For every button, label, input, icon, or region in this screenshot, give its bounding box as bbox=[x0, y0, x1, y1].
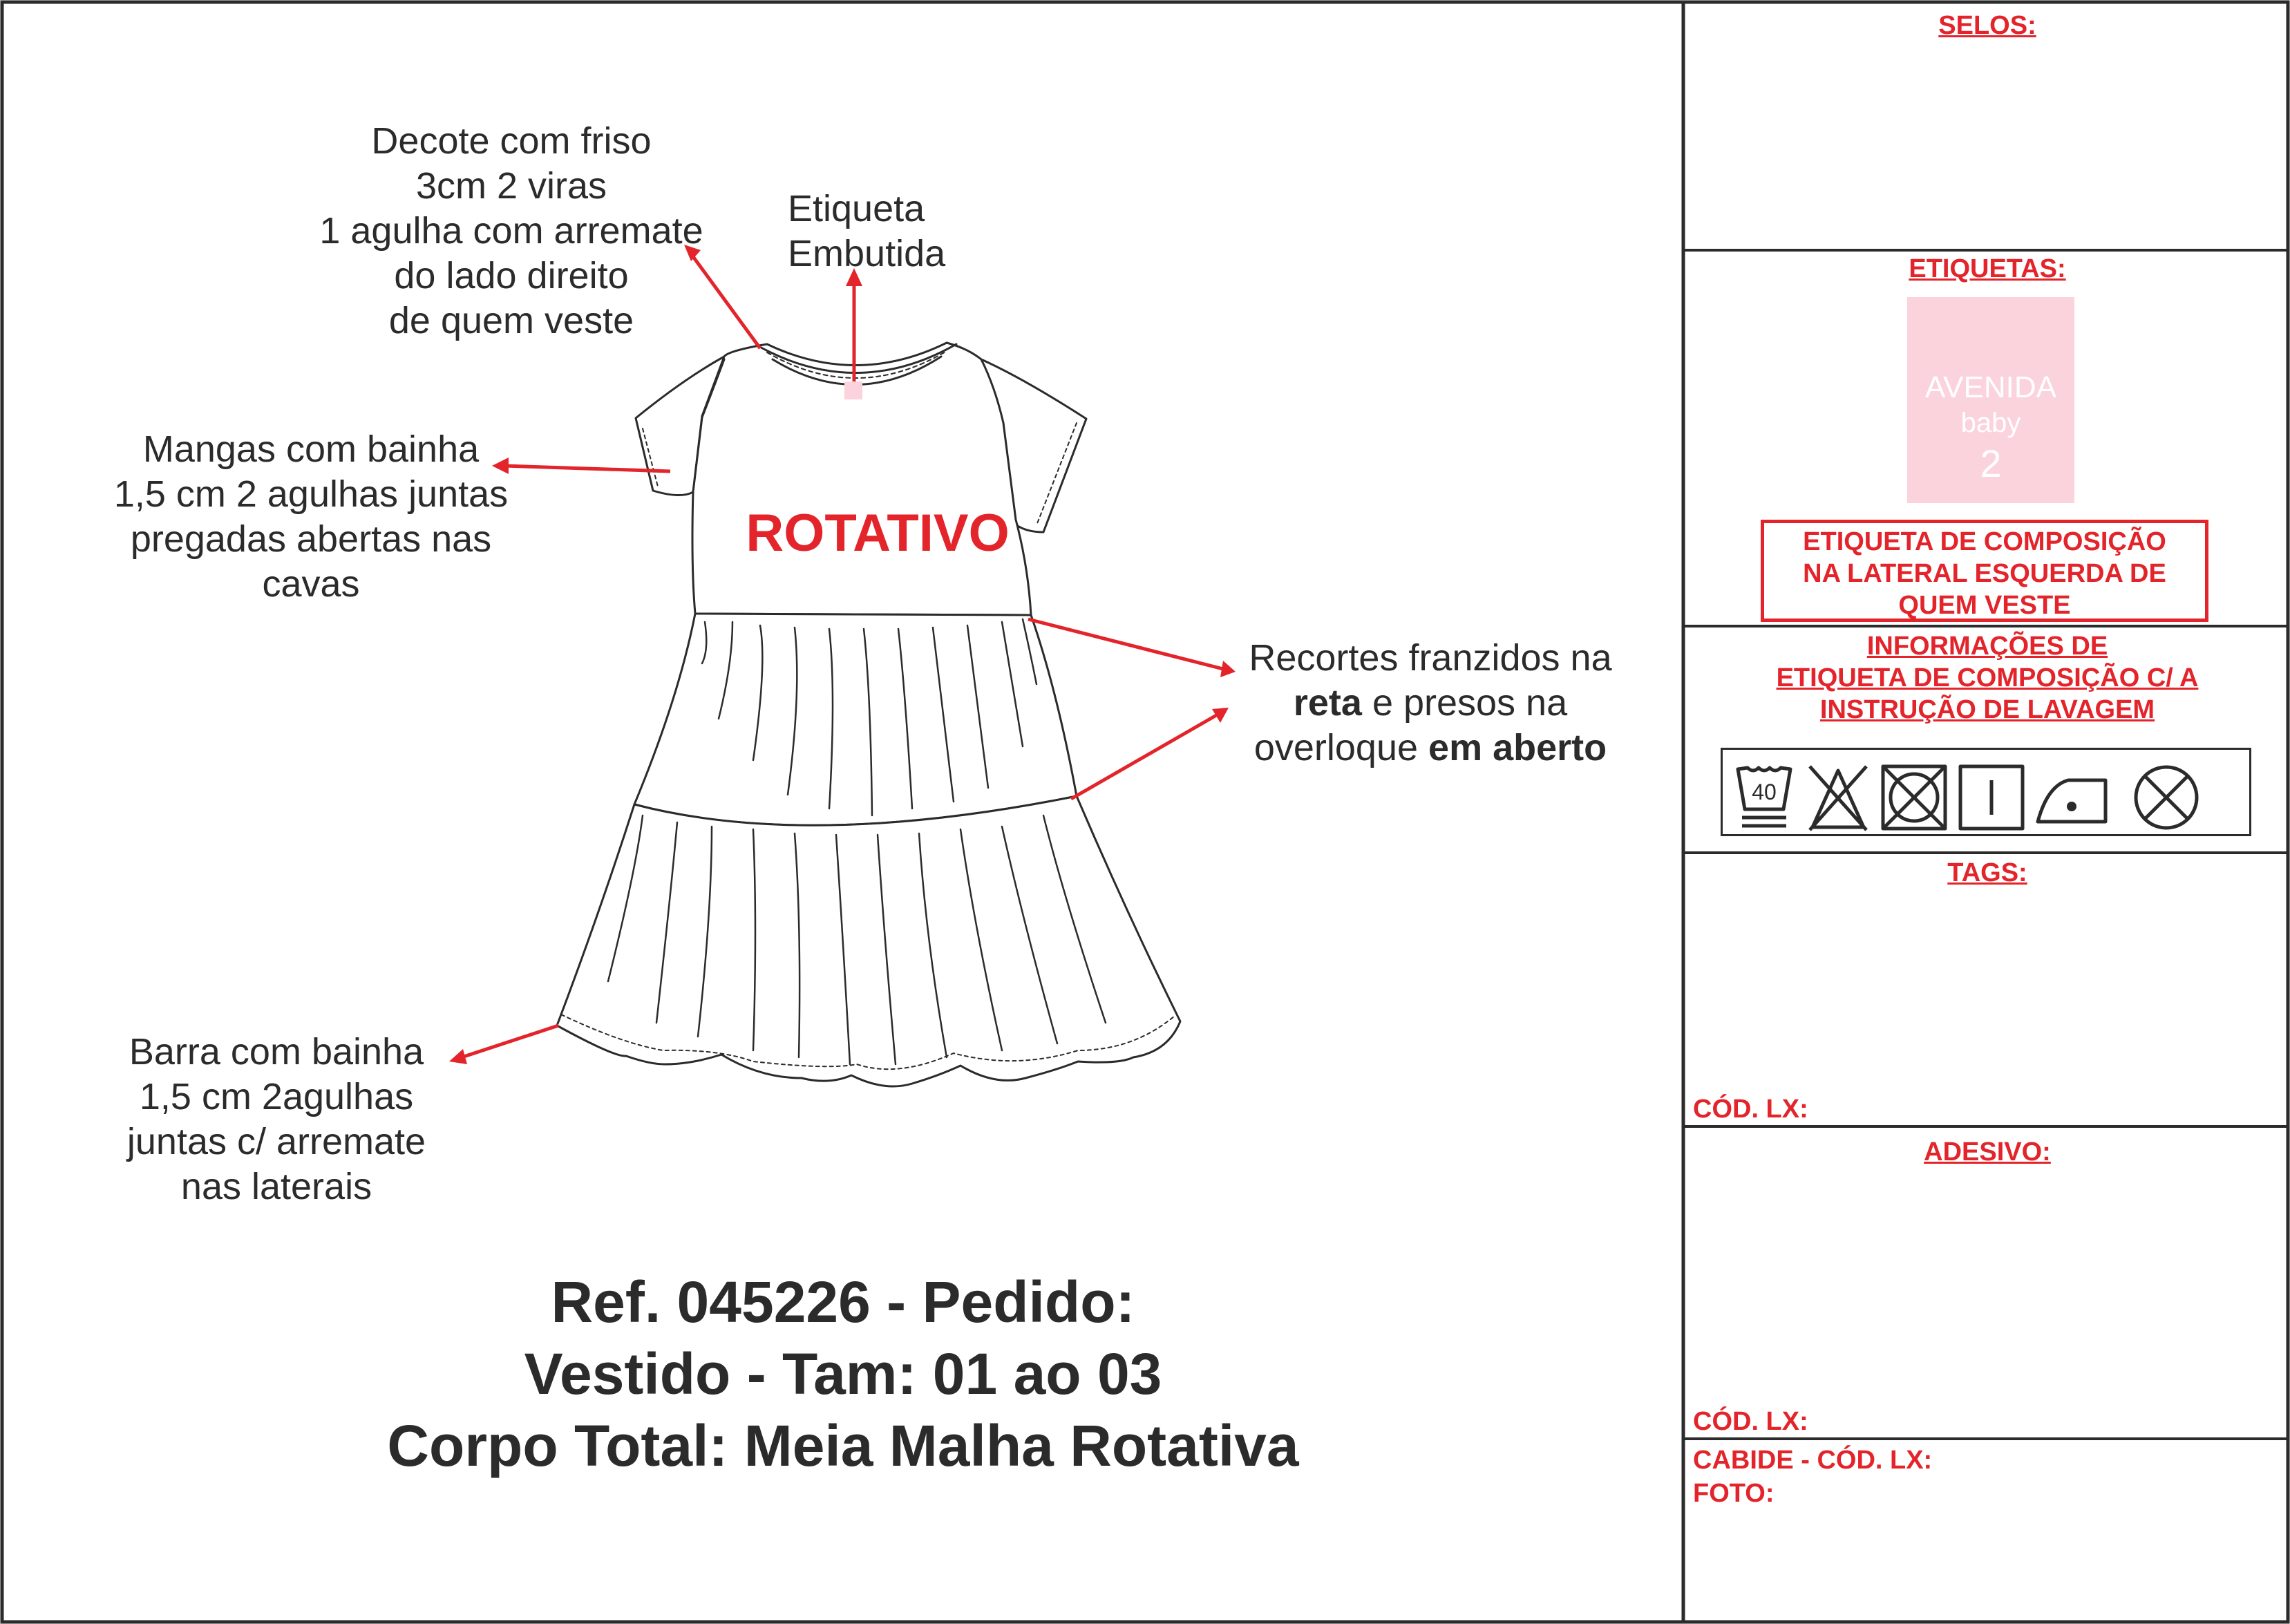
info-line: ETIQUETA DE COMPOSIÇÃO C/ A bbox=[1776, 663, 2199, 692]
no-tumble-dry-icon bbox=[1883, 766, 1945, 829]
info-line: INFORMAÇÕES DE bbox=[1866, 632, 2108, 661]
composition-label-box bbox=[1761, 520, 2208, 622]
brand-label-sub: baby bbox=[1960, 408, 2021, 438]
reference-line-2: Vestido - Tam: 01 ao 03 bbox=[524, 1341, 1162, 1406]
composition-line: ETIQUETA DE COMPOSIÇÃO bbox=[1803, 527, 2166, 556]
hem-note bbox=[97, 1030, 456, 1209]
iron-low-icon bbox=[2038, 780, 2106, 822]
care-symbols-box bbox=[1721, 748, 2251, 836]
lower-tier bbox=[557, 796, 1180, 1086]
note-line: Embutida bbox=[788, 233, 946, 274]
gathered-seams-note bbox=[1223, 636, 1638, 771]
note-line: juntas c/ arremate bbox=[126, 1121, 426, 1162]
adesivo-code: CÓD. LX: bbox=[1693, 1407, 1808, 1436]
reference-line-3: Corpo Total: Meia Malha Rotativa bbox=[387, 1413, 1299, 1478]
brand-label-size: 2 bbox=[1980, 442, 2002, 485]
note-bold: reta bbox=[1293, 682, 1362, 724]
wash-temp-text: 40 bbox=[1752, 780, 1777, 804]
note-line bbox=[1223, 726, 1638, 771]
note-line: Barra com bainha bbox=[129, 1031, 424, 1073]
no-bleach-icon bbox=[1810, 766, 1866, 830]
tags-title: TAGS: bbox=[1947, 858, 2027, 887]
no-dry-clean-icon bbox=[2136, 767, 2197, 828]
brand-label-name: AVENIDA bbox=[1925, 370, 2056, 404]
note-line: cavas bbox=[262, 563, 360, 605]
note-text: overloque bbox=[1253, 727, 1429, 768]
care-info-title bbox=[1685, 630, 2290, 726]
note-line: Mangas com bainha bbox=[142, 428, 480, 470]
note-line: 1,5 cm 2agulhas bbox=[139, 1076, 414, 1117]
cabide-code: CABIDE - CÓD. LX: bbox=[1693, 1446, 1933, 1475]
foto-label: FOTO: bbox=[1693, 1479, 1775, 1508]
note-line: de quem veste bbox=[388, 300, 634, 341]
brand-label bbox=[1907, 297, 2074, 503]
note-line: 3cm 2 viras bbox=[415, 165, 607, 207]
adesivo-title: ADESIVO: bbox=[1924, 1137, 2051, 1167]
reference-line-1: Ref. 045226 - Pedido: bbox=[551, 1269, 1135, 1334]
note-bold: em aberto bbox=[1428, 727, 1607, 768]
note-line: pregadas abertas nas bbox=[130, 518, 492, 560]
label-note bbox=[788, 187, 967, 276]
note-line: nas laterais bbox=[180, 1166, 372, 1207]
sleeves-note bbox=[90, 427, 532, 607]
selos-title: SELOS: bbox=[1938, 11, 2036, 40]
note-text: e presos na bbox=[1361, 682, 1568, 724]
etiquetas-title: ETIQUETAS: bbox=[1909, 254, 2066, 283]
composition-line: QUEM VESTE bbox=[1898, 591, 2071, 620]
note-line: Recortes franzidos na bbox=[1249, 637, 1612, 679]
note-line: Decote com friso bbox=[371, 120, 652, 162]
care-symbols bbox=[1723, 750, 2253, 838]
iron-dot-icon bbox=[2067, 802, 2076, 811]
note-line bbox=[1223, 681, 1638, 726]
upper-tier bbox=[634, 614, 1077, 825]
neckline-note bbox=[283, 119, 739, 343]
composition-line: NA LATERAL ESQUERDA DE bbox=[1803, 559, 2166, 588]
note-line: 1 agulha com arremate bbox=[319, 210, 703, 252]
note-line: Etiqueta bbox=[788, 188, 925, 229]
note-line: do lado direito bbox=[394, 255, 629, 296]
garment-print-text: ROTATIVO bbox=[746, 504, 1010, 563]
tags-code: CÓD. LX: bbox=[1693, 1095, 1808, 1124]
info-line: INSTRUÇÃO DE LAVAGEM bbox=[1819, 695, 2155, 724]
note-line: 1,5 cm 2 agulhas juntas bbox=[113, 473, 509, 515]
line-dry-icon bbox=[1960, 766, 2023, 829]
